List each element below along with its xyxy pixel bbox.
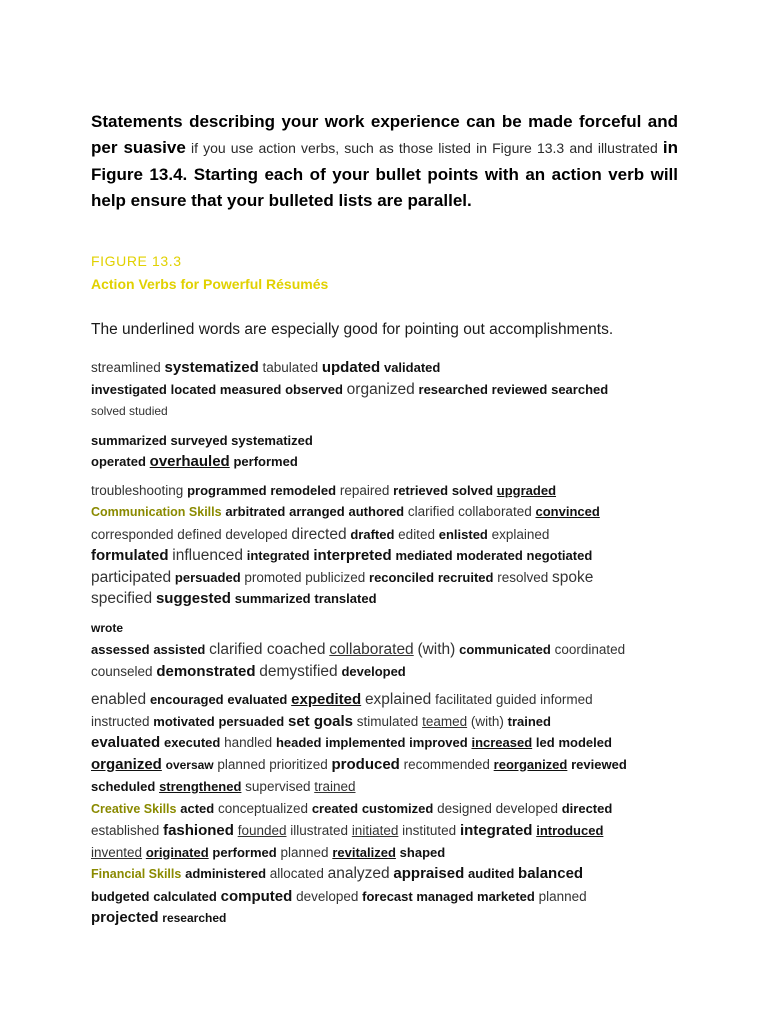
action-verb: conceptualized [217, 800, 309, 816]
action-verb: developed [296, 888, 359, 904]
intro-segment: in Figure 13.4. Starting each of your bullet points with an action verb will help ensure that your bulleted lists are parallel. [91, 138, 678, 210]
action-verb: assessed [91, 642, 150, 657]
action-verb: interpreted [313, 547, 392, 564]
action-verb: expedited [291, 691, 362, 708]
verb-line [91, 689, 691, 711]
action-verb: directed [291, 525, 347, 543]
action-verb: planned [280, 844, 329, 860]
action-verb: audited [468, 866, 515, 881]
action-verb: searched [551, 381, 609, 397]
action-verb-list [91, 357, 691, 930]
action-verb: reorganized [493, 756, 568, 772]
action-verb: authored [348, 504, 405, 519]
action-verb: led [535, 735, 555, 750]
action-verb: located [170, 381, 217, 397]
action-verb: negotiated [526, 548, 593, 563]
action-verb: scheduled [91, 779, 156, 794]
action-verb: planned prioritized [217, 756, 328, 772]
action-verb: calculated [153, 888, 217, 904]
action-verb: customized [361, 800, 434, 816]
action-verb: drafted [350, 526, 395, 542]
action-verb: trained [507, 713, 551, 729]
action-verb: instituted [402, 823, 457, 838]
verb-line [91, 776, 691, 798]
action-verb: investigated [91, 381, 167, 397]
action-verb: projected [91, 909, 159, 926]
action-verb: reviewed [571, 756, 627, 772]
verb-line [91, 567, 691, 589]
action-verb: upgraded [496, 482, 557, 498]
action-verb: performed [233, 454, 298, 469]
intro-segment: if you use action verbs, such as those listed in Figure 13.3 and illustrated [185, 140, 663, 156]
action-verb: evaluated [91, 734, 161, 751]
action-verb: originated [145, 844, 209, 860]
action-verb: enlisted [438, 526, 488, 542]
action-verb: explained [364, 691, 432, 708]
action-verb: recommended [403, 756, 490, 772]
verb-line [91, 480, 691, 502]
action-verb: illustrated [290, 823, 349, 838]
action-verb: implemented [325, 735, 406, 750]
action-verb: operated [91, 454, 146, 469]
verb-line [91, 451, 691, 473]
verb-line [91, 907, 691, 930]
verb-line [91, 357, 691, 379]
action-verb: updated [321, 359, 381, 376]
action-verb: clarified coached [209, 641, 326, 658]
action-verb: demystified [259, 662, 338, 680]
action-verb: convinced [535, 504, 600, 519]
action-verb: introduced [536, 823, 604, 838]
verb-line [91, 863, 691, 886]
action-verb: streamlined [91, 360, 161, 375]
action-verb: demonstrated [156, 662, 256, 680]
intro-segment: suasive [123, 138, 186, 157]
action-verb: formulated [91, 547, 169, 564]
verb-line [91, 732, 691, 754]
action-verb: facilitated guided informed [435, 692, 593, 707]
action-verb: summarized [234, 591, 311, 606]
action-verb: programmed [187, 482, 267, 498]
skill-category: Financial Skills [91, 867, 182, 881]
action-verb: translated [314, 591, 377, 606]
verb-line [91, 430, 691, 452]
action-verb: improved [409, 735, 468, 750]
action-verb: retrieved [393, 482, 449, 498]
action-verb: modeled [558, 735, 612, 750]
action-verb: arranged [289, 504, 345, 519]
verb-line [91, 820, 691, 842]
action-verb: solved [451, 482, 494, 498]
action-verb: invented [91, 844, 143, 860]
action-verb: produced [331, 755, 400, 773]
action-verb: collaborated [329, 641, 414, 658]
action-verb: participated [91, 568, 172, 586]
action-verb: evaluated [227, 692, 288, 707]
action-verb: resolved [497, 569, 549, 585]
action-verb: oversaw [165, 757, 214, 772]
verb-line [91, 379, 691, 401]
action-verb: motivated [153, 713, 215, 729]
verb-line [91, 400, 691, 423]
action-verb: persuaded [174, 569, 241, 585]
action-verb: tabulated [262, 360, 319, 375]
verb-line [91, 798, 691, 821]
action-verb: explained [491, 526, 550, 542]
action-verb: revitalized [332, 844, 396, 860]
action-verb: fashioned [163, 822, 234, 839]
action-verb: coordinated [554, 642, 626, 657]
verb-line [91, 588, 691, 610]
action-verb: clarified collaborated [407, 504, 532, 519]
action-verb: troubleshooting [91, 482, 184, 498]
action-verb: acted [180, 800, 215, 816]
action-verb: developed [341, 663, 406, 679]
action-verb: executed [163, 735, 221, 750]
action-verb: systematized [164, 359, 259, 376]
action-verb: (with) [470, 713, 504, 729]
action-verb: founded [237, 823, 287, 838]
verb-line [91, 661, 691, 683]
intro-segment: Statements describing your work experience can be made forceful and per [91, 111, 678, 157]
action-verb: headed [275, 735, 322, 750]
verb-line [91, 545, 691, 567]
action-verb: allocated [269, 866, 324, 881]
action-verb: set goals [287, 712, 354, 730]
action-verb: enabled [91, 691, 147, 708]
action-verb: supervised [245, 779, 311, 794]
action-verb: computed [220, 887, 293, 905]
action-verb: established [91, 823, 160, 838]
action-verb: designed developed [437, 800, 558, 816]
verb-line [91, 524, 691, 546]
action-verb: handled [224, 735, 273, 750]
action-verb: assisted [153, 642, 206, 657]
figure-note: The underlined words are especially good for pointing out accomplishments. [91, 321, 614, 338]
action-verb: edited [398, 526, 435, 542]
action-verb: administered [185, 866, 267, 881]
action-verb: recruited [437, 569, 494, 585]
intro-paragraph [91, 109, 678, 215]
action-verb: planned [538, 888, 587, 904]
action-verb: counseled [91, 663, 153, 679]
action-verb: increased [471, 735, 533, 750]
action-verb: initiated [351, 823, 399, 838]
action-verb: moderated [456, 548, 523, 563]
action-verb: observed [285, 381, 343, 397]
action-verb: organized [91, 755, 162, 773]
action-verb: communicated [459, 642, 551, 657]
action-verb: specified [91, 590, 153, 607]
action-verb: shaped [399, 844, 446, 860]
figure-number: FIGURE 13.3 [91, 253, 182, 269]
action-verb: overhauled [149, 453, 230, 470]
verb-line [91, 842, 691, 864]
action-verb: repaired [339, 482, 390, 498]
action-verb: teamed [422, 713, 468, 729]
action-verb: appraised [393, 865, 465, 882]
action-verb: promoted publicized [244, 569, 366, 585]
action-verb: created [311, 800, 359, 816]
action-verb: mediated [395, 548, 453, 563]
action-verb: wrote [91, 620, 124, 635]
action-verb: stimulated [356, 713, 419, 729]
verb-line [91, 639, 691, 661]
action-verb: solved studied [91, 404, 168, 418]
action-verb: (with) [417, 641, 456, 658]
action-verb: suggested [155, 590, 231, 607]
action-verb: encouraged [149, 692, 224, 707]
action-verb: arbitrated [225, 504, 286, 519]
verb-line [91, 501, 691, 524]
skill-category: Creative Skills [91, 801, 177, 816]
action-verb: influenced [172, 547, 243, 564]
action-verb: integrated [246, 548, 310, 563]
action-verb: integrated [459, 822, 533, 839]
verb-line [91, 886, 691, 908]
figure-title: Action Verbs for Powerful Résumés [91, 276, 329, 292]
action-verb: analyzed [327, 865, 390, 882]
verb-line [91, 754, 691, 777]
action-verb: persuaded [218, 713, 285, 729]
action-verb: reconciled [369, 569, 435, 585]
verb-line [91, 617, 691, 640]
action-verb: researched [162, 911, 227, 925]
action-verb: budgeted [91, 888, 150, 904]
action-verb: corresponded defined developed [91, 526, 288, 542]
action-verb: instructed [91, 713, 150, 729]
action-verb: summarized surveyed systematized [91, 432, 313, 448]
action-verb: organized [346, 380, 415, 398]
action-verb: strengthened [159, 779, 242, 794]
verb-line [91, 711, 691, 733]
action-verb: validated [383, 360, 441, 375]
action-verb: reviewed [491, 381, 548, 397]
action-verb: spoke [552, 568, 594, 586]
action-verb: trained [314, 779, 356, 794]
action-verb: researched [418, 381, 488, 397]
action-verb: measured [219, 381, 282, 397]
action-verb: forecast managed marketed [362, 888, 535, 904]
action-verb: balanced [518, 865, 584, 882]
action-verb: directed [561, 800, 613, 816]
action-verb: remodeled [270, 482, 337, 498]
skill-category: Communication Skills [91, 505, 222, 519]
action-verb: performed [212, 844, 277, 860]
